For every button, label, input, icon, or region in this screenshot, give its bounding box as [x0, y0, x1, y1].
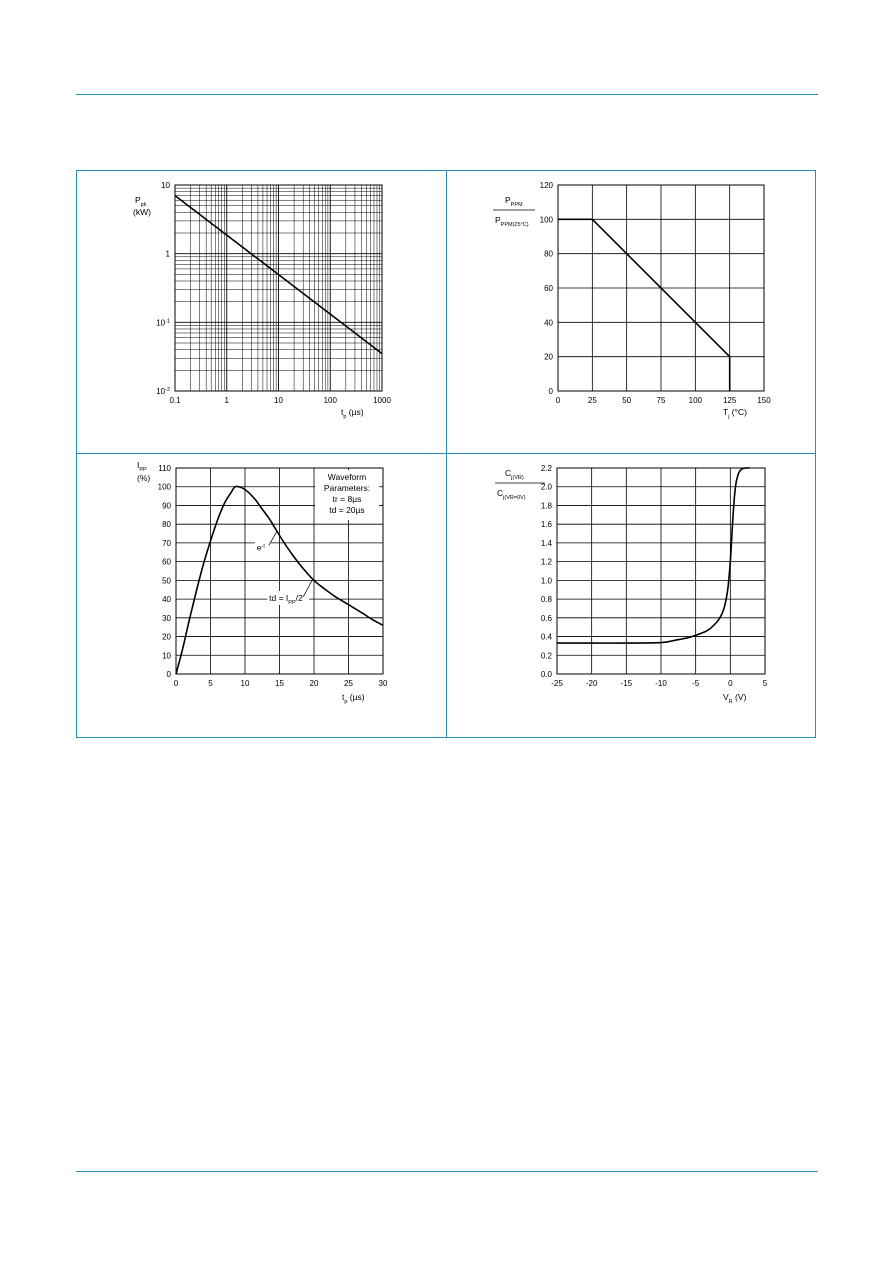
x-axis-label-part-2: (°C) [729, 407, 747, 417]
x-tick-label: 15 [275, 679, 284, 688]
legend-line: tr = 8µs [332, 494, 362, 504]
legend-line: Parameters: [323, 483, 371, 493]
y-tick-label: 1.8 [540, 501, 552, 511]
y-tick-label [156, 318, 170, 327]
y-axis-label-sub-1: PP [139, 467, 147, 473]
y-tick-base: 10 [161, 181, 170, 190]
waveform-chart [77, 454, 446, 736]
td-annotation-end: /2 [295, 592, 303, 603]
x-tick-label: -25 [551, 679, 563, 688]
x-tick-label: 50 [622, 396, 632, 405]
y-axis-denominator-sub-2: R [509, 495, 514, 501]
x-axis-label-part-0: t [342, 692, 345, 702]
y-tick-base: 1 [165, 249, 170, 259]
y-axis-numerator [505, 195, 523, 208]
y-tick-label: 20 [162, 632, 171, 642]
y-axis-numerator [505, 468, 524, 481]
y-axis-numerator-sub-1: j(V [511, 475, 518, 481]
y-tick-label: 1.2 [540, 557, 552, 567]
y-axis-unit-part-0: (%) [137, 473, 151, 483]
y-tick-base: 10 [156, 387, 166, 396]
y-tick-label: 0.8 [540, 595, 552, 605]
x-tick-label: 30 [378, 679, 388, 688]
x-axis-label-sub-1: p [343, 414, 347, 420]
y-tick-label: 40 [544, 318, 553, 328]
derating-chart [447, 171, 816, 453]
y-axis-denominator-sub-1: PPM(25°C) [500, 222, 529, 228]
x-tick-label: 100 [688, 396, 703, 405]
y-tick-label: 30 [162, 613, 171, 623]
x-tick-label: 125 [722, 396, 737, 405]
y-axis-denominator-part-0: C [497, 488, 504, 498]
y-tick-label: 20 [544, 352, 553, 362]
y-tick-label: 80 [162, 520, 171, 530]
y-axis-denominator-sub-3: =0V) [513, 495, 526, 501]
y-tick-label: 0.0 [540, 670, 552, 679]
x-axis-label [341, 407, 364, 420]
x-tick-label: 10 [274, 396, 283, 405]
y-axis-label-sub-1: pk [140, 202, 147, 208]
x-tick-label: 25 [587, 396, 597, 405]
y-tick-label: 2.0 [540, 482, 552, 492]
x-axis-label-part-0: t [341, 407, 344, 417]
y-tick-label: 2.2 [540, 464, 552, 473]
x-axis-label [342, 692, 365, 705]
decay-annotation-base: e [256, 542, 262, 553]
x-tick-label: 1 [224, 396, 229, 405]
x-tick-label: 150 [757, 396, 771, 405]
y-axis-denominator [495, 215, 529, 228]
x-axis-label-sub-1: j [728, 414, 730, 420]
x-tick-label: -10 [655, 679, 667, 688]
pulse-power-panel [77, 171, 446, 453]
x-tick-label: 100 [323, 396, 337, 405]
y-tick-label: 60 [162, 557, 171, 567]
y-tick-label: 0.2 [540, 651, 552, 661]
derating-panel [447, 171, 816, 453]
legend-line: Waveform [327, 472, 367, 482]
y-tick-label [166, 250, 171, 259]
y-tick-label: 60 [544, 284, 553, 293]
figure-frame [76, 170, 816, 738]
y-axis-numerator-part-0: C [505, 468, 512, 478]
x-axis-label [723, 407, 747, 420]
y-tick-label: 1.6 [540, 520, 552, 530]
decay-leader-line [269, 532, 277, 546]
y-tick-base: 10 [156, 318, 166, 328]
x-axis-label-part-0: V [723, 692, 729, 702]
y-tick-label: 0.4 [540, 632, 552, 642]
td-annotation-sub: PP [288, 599, 296, 606]
y-axis-unit [137, 473, 150, 483]
x-tick-label: 5 [762, 679, 768, 688]
y-axis-denominator-sub-1: j(V [503, 495, 510, 501]
y-tick-exponent: -2 [165, 387, 170, 393]
y-tick-label: 0 [548, 387, 553, 396]
y-axis-numerator-part-0: P [505, 195, 511, 205]
y-tick-label: 1.4 [540, 538, 552, 548]
y-axis-label-part-0: P [135, 195, 141, 205]
legend-line: td = 20µs [329, 505, 365, 515]
y-axis-numerator-sub-2: R [517, 475, 522, 481]
derating-series-line [558, 219, 730, 391]
y-tick-label: 40 [162, 595, 171, 605]
x-tick-label: -5 [692, 679, 700, 688]
x-tick-label: -20 [585, 679, 598, 688]
y-tick-label: 0.6 [540, 613, 552, 623]
x-tick-label: 0 [555, 396, 561, 405]
header-rule [76, 94, 818, 95]
x-axis-label-part-0: T [723, 407, 729, 417]
pulse-power-chart [77, 171, 446, 453]
x-tick-label: 0 [728, 679, 733, 688]
y-tick-label: 120 [539, 181, 553, 190]
x-axis-label-part-2: (µs) [346, 407, 364, 417]
x-axis-label-part-2: (µs) [347, 692, 365, 702]
x-tick-label: 10 [240, 679, 250, 688]
y-tick-label [161, 181, 170, 190]
capacitance-panel [447, 454, 816, 736]
y-axis-unit [133, 207, 151, 217]
x-tick-label: 1000 [373, 396, 391, 405]
capacitance-series-line [557, 468, 750, 643]
x-tick-label: 5 [208, 679, 213, 688]
y-tick-label: 100 [539, 215, 553, 225]
x-tick-label: 0 [173, 679, 179, 688]
y-axis-label-part-0: I [137, 460, 140, 470]
waveform-panel [77, 454, 446, 736]
y-axis-numerator-sub-3: ) [521, 475, 524, 481]
footer-rule [76, 1171, 818, 1172]
y-tick-label [156, 387, 170, 396]
y-tick-label: 0 [166, 670, 171, 679]
y-axis-unit-part-0: (kW) [133, 207, 151, 217]
x-tick-label: -15 [620, 679, 633, 688]
x-tick-label: 0.1 [169, 396, 181, 405]
y-tick-label: 70 [162, 538, 171, 548]
y-tick-label: 100 [157, 482, 171, 492]
td-annotation-base: td = I [269, 592, 289, 603]
x-axis-label-sub-1: p [344, 699, 348, 705]
y-tick-label: 10 [162, 651, 171, 661]
y-tick-label: 110 [158, 464, 171, 473]
decay-annotation-exponent: -t [261, 543, 265, 550]
x-axis-label [723, 692, 747, 705]
x-tick-label: 25 [344, 679, 353, 688]
y-tick-label: 80 [544, 249, 553, 259]
y-axis-numerator-sub-1: PPM [510, 202, 523, 208]
x-tick-label: 20 [309, 679, 319, 688]
y-axis-denominator-part-0: P [495, 215, 501, 225]
y-tick-exponent: -1 [165, 318, 170, 325]
y-axis-denominator [497, 488, 526, 501]
y-tick-label: 50 [162, 576, 171, 586]
y-tick-label: 90 [162, 501, 171, 511]
x-axis-label-part-2: (V) [732, 692, 747, 702]
y-tick-label: 1.0 [540, 576, 552, 586]
x-axis-label-sub-1: R [728, 699, 733, 705]
y-axis-label [137, 460, 147, 473]
capacitance-chart [447, 454, 816, 736]
x-tick-label: 75 [656, 396, 666, 405]
